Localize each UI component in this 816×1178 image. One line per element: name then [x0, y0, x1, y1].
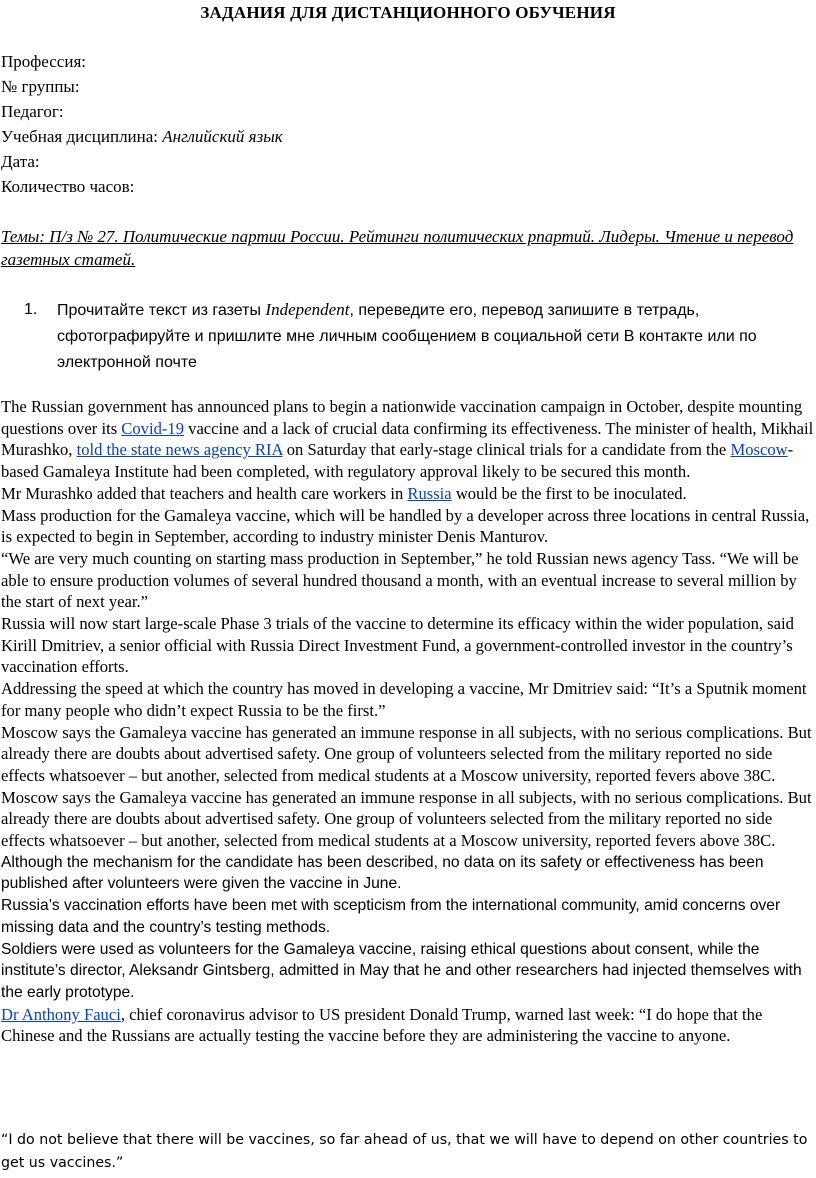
task-item: [24, 297, 816, 376]
article-paragraph: The Russian government has announced plans to begin a nationwide vaccination campaign in October, despite mounting questions over its Covid-19 vaccine and a lack of crucial data confirming its effectiveness. The minister of health, Mikhail Murashko, told the state news agency RIA on Saturday that early-stage clinical trials for a candidate from the Moscow-based Gamaleya Institute had been completed, with regulatory approval likely to be secured this month.: [1, 397, 814, 482]
article-quote: “I do not believe that there will be vaccines, so far ahead of us, that we will have to depend on other countries to get us vaccines.”: [1, 1132, 808, 1171]
article-paragraph: “We are very much counting on starting mass production in September,” he told Russian news agency Tass. “We will be able to ensure production volumes of several hundred thousand a month, with an eventual increase to several million by the start of next year.”: [1, 548, 799, 612]
link-russia[interactable]: Russia: [407, 483, 452, 503]
link-ria[interactable]: told the state news agency RIA: [76, 440, 283, 460]
article-paragraph: Although the mechanism for the candidate has been described, no data on its safety or effectiveness has been published after volunteers were given the vaccine in June.: [1, 853, 764, 893]
article-paragraph: Soldiers were used as volunteers for the Gamaleya vaccine, raising ethical questions about consent, while the institute’s director, Aleksandr Gintsberg, admitted in May that he and other researchers had injected themselves with the early prototype.: [1, 940, 802, 1001]
task-text-after: , переведите его, перевод запишите в тетрадь, сфотографируйте и пришлите мне личным сообщением в социальной сети В контакте или по электронной почте: [57, 302, 757, 371]
article-body: [1, 396, 816, 1047]
discipline-line: [1, 127, 283, 147]
profession-line: Профессия:: [1, 52, 86, 71]
hours-line: Количество часов:: [1, 177, 135, 196]
article-paragraph: Mass production for the Gamaleya vaccine, which will be handled by a developer across three locations in central Russia, is expected to begin in September, according to industry minister Denis Manturov.: [1, 505, 810, 547]
link-covid-19[interactable]: Covid-19: [121, 418, 184, 438]
group-line: № группы:: [1, 77, 80, 96]
link-moscow[interactable]: Moscow: [730, 440, 788, 460]
article-paragraph: Dr Anthony Fauci, chief coronavirus advisor to US president Donald Trump, warned last week: “I do hope that the Chinese and the Russians are actually testing the vaccine before they are administering the vaccine to anyone.: [1, 1004, 763, 1046]
newspaper-name: Independent: [265, 300, 350, 319]
article-paragraph: Moscow says the Gamaleya vaccine has generated an immune response in all subjects, with no serious complications. But already there are doubts about advertised safety. One group of volunteers selected from the military reported no side effects whatsoever – but another, selected from medical students at a Moscow university, reported fevers above 38C.: [1, 722, 812, 785]
article-paragraph: Russia’s vaccination efforts have been met with scepticism from the international community, amid concerns over missing data and the country’s testing methods.: [1, 897, 781, 936]
topic-heading: Темы: П/з № 27. Политические партии России. Рейтинги политических рпартий. Лидеры. Чтение и перевод газетных статей.: [1, 227, 794, 269]
discipline-label: Учебная дисциплина:: [1, 127, 163, 146]
article-paragraph: Moscow says the Gamaleya vaccine has generated an immune response in all subjects, with no serious complications. But already there are doubts about advertised safety. One group of volunteers selected from the military reported no side effects whatsoever – but another, selected from medical students at a Moscow university, reported fevers above 38C.: [1, 787, 812, 851]
link-anthony-fauci[interactable]: Dr Anthony Fauci: [1, 1004, 121, 1024]
task-text: [57, 297, 816, 376]
article-paragraph: Russia will now start large-scale Phase 3 trials of the vaccine to determine its efficacy within the wider population, said Kirill Dmitriev, a senior official with Russia Direct Investment Fund, a government-controlled investor in the country’s vaccination efforts.: [1, 614, 794, 677]
task-text-before: Прочитайте текст из газеты: [57, 302, 266, 319]
teacher-line: Педагог:: [1, 102, 64, 121]
date-line: Дата:: [1, 152, 40, 171]
discipline-value: Английский язык: [162, 127, 283, 146]
task-number: 1.: [24, 301, 38, 318]
article-paragraph: Addressing the speed at which the country has moved in developing a vaccine, Mr Dmitriev said: “It’s a Sputnik moment for many people who didn’t expect Russia to be the first.”: [1, 679, 807, 720]
page-title: ЗАДАНИЯ ДЛЯ ДИСТАНЦИОННОГО ОБУЧЕНИЯ: [200, 3, 616, 22]
article-paragraph: Mr Murashko added that teachers and health care workers in Russia would be the first to be inoculated.: [1, 483, 687, 503]
